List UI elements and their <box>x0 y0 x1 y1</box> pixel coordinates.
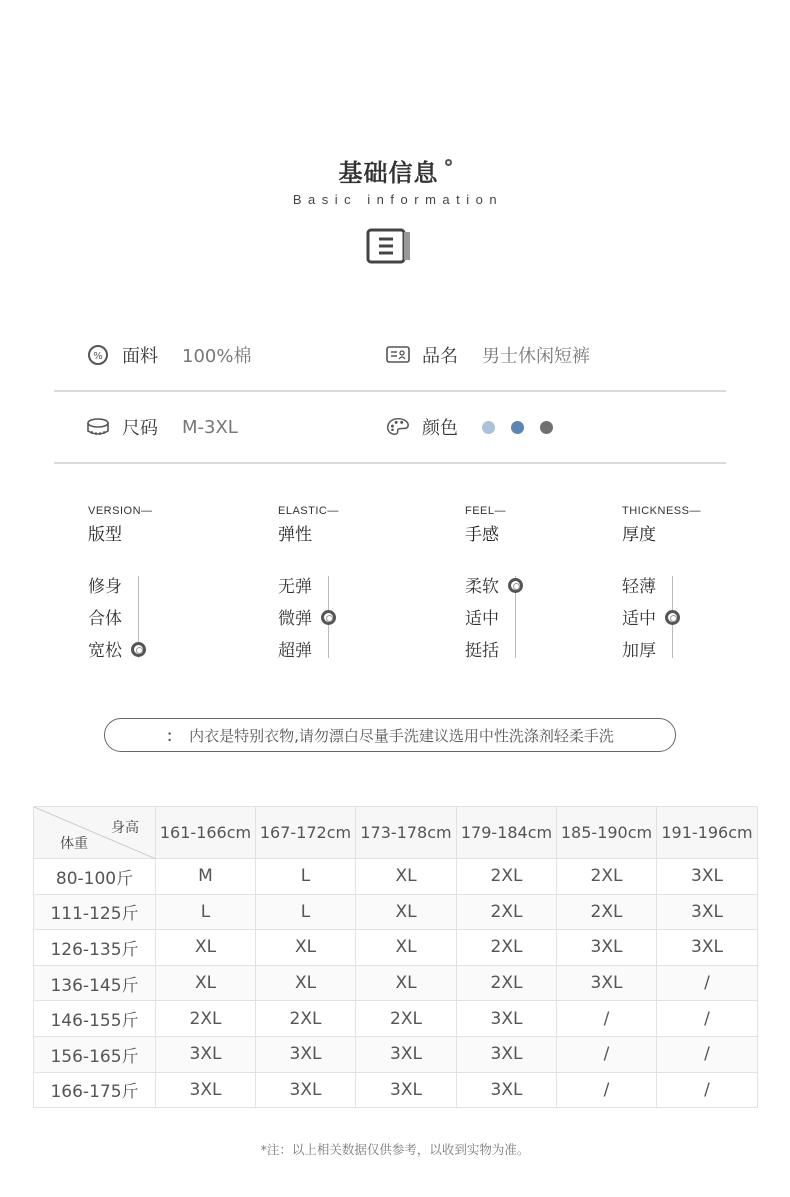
size-value: M-3XL <box>182 416 238 438</box>
size-cell: 2XL <box>557 894 657 930</box>
table-row <box>34 965 758 1001</box>
info-row-2 <box>54 392 726 464</box>
attribute-en-label: VERSION— <box>88 505 153 517</box>
attribute-heading <box>278 505 438 545</box>
scale-option: 超弹 <box>278 641 312 661</box>
size-cell: XL <box>356 965 457 1001</box>
product-name-info <box>386 320 590 390</box>
section-title-text: 基础信息 <box>338 159 439 187</box>
color-swatch-light-blue <box>482 421 495 434</box>
id-card-icon <box>386 343 410 367</box>
product-name-value: 男士休闲短裤 <box>482 346 590 367</box>
size-cell: 3XL <box>156 1036 256 1072</box>
table-row <box>34 894 758 930</box>
table-row <box>34 1036 758 1072</box>
fabric-info <box>86 320 251 390</box>
height-axis-label: 身高 <box>111 820 139 836</box>
scale-option: 适中 <box>465 609 499 629</box>
size-cell: 3XL <box>256 1036 356 1072</box>
size-cell: 2XL <box>356 1001 457 1037</box>
color-swatch-gray <box>540 421 553 434</box>
size-cell: XL <box>356 859 457 895</box>
size-cell: / <box>657 1036 758 1072</box>
size-cell: / <box>557 1036 657 1072</box>
attribute-en-label: ELASTIC— <box>278 505 339 517</box>
scale-option: 宽松 <box>88 641 122 661</box>
attribute-cn-label: 弹性 <box>278 525 312 545</box>
size-cell: 2XL <box>557 859 657 895</box>
size-cell: XL <box>156 965 256 1001</box>
attribute-heading <box>88 505 248 545</box>
product-name-label: 品名 <box>422 346 458 367</box>
size-cell: / <box>557 1001 657 1037</box>
scale-option: 无弹 <box>278 577 312 597</box>
scale-option: 挺括 <box>465 641 499 661</box>
circle-dot-icon <box>445 159 452 166</box>
color-info <box>386 392 569 462</box>
weight-cell: 166-175斤 <box>34 1072 156 1108</box>
attribute-heading <box>622 505 782 545</box>
table-header-row <box>34 807 758 859</box>
selected-indicator-icon <box>665 610 680 625</box>
size-cell: 2XL <box>256 1001 356 1037</box>
height-header: 185-190cm <box>557 807 657 859</box>
attribute-cn-label: 厚度 <box>622 525 656 545</box>
size-cell: / <box>657 1001 758 1037</box>
size-cell: 3XL <box>657 894 758 930</box>
height-header: 167-172cm <box>256 807 356 859</box>
size-cell: XL <box>156 930 256 966</box>
size-cell: M <box>156 859 256 895</box>
size-cell: 3XL <box>457 1036 557 1072</box>
attribute-en-label: THICKNESS— <box>622 505 701 517</box>
size-label: 尺码 <box>122 418 158 439</box>
size-cell: XL <box>356 894 457 930</box>
height-header: 179-184cm <box>457 807 557 859</box>
weight-cell: 80-100斤 <box>34 859 156 895</box>
size-cell: 2XL <box>457 894 557 930</box>
scale-option: 柔软 <box>465 577 499 597</box>
size-cell: 3XL <box>457 1001 557 1037</box>
table-row <box>34 1072 758 1108</box>
size-cell: 3XL <box>557 930 657 966</box>
weight-cell: 126-135斤 <box>34 930 156 966</box>
size-cell: XL <box>256 965 356 1001</box>
selected-indicator-icon <box>321 610 336 625</box>
size-info <box>86 392 238 462</box>
attribute-scale <box>465 572 545 662</box>
height-header: 173-178cm <box>356 807 457 859</box>
fabric-label: 面料 <box>122 346 158 367</box>
size-cell: / <box>557 1072 657 1108</box>
notice-colon: ： <box>166 726 182 745</box>
scale-option: 加厚 <box>622 641 656 661</box>
footnote: *注：以上相关数据仅供参考，以收到实物为准。 <box>260 1142 530 1157</box>
selected-indicator-icon <box>508 578 523 593</box>
weight-cell: 146-155斤 <box>34 1001 156 1037</box>
attribute-scale <box>88 572 168 662</box>
tape-measure-icon <box>86 415 110 439</box>
size-cell: 2XL <box>156 1001 256 1037</box>
weight-cell: 111-125斤 <box>34 894 156 930</box>
table-corner-cell <box>34 807 156 859</box>
size-cell: XL <box>356 930 457 966</box>
size-cell: 3XL <box>557 965 657 1001</box>
height-header: 161-166cm <box>156 807 256 859</box>
attribute-scale <box>278 572 358 662</box>
scale-option: 轻薄 <box>622 577 656 597</box>
document-icon <box>365 226 413 266</box>
weight-cell: 136-145斤 <box>34 965 156 1001</box>
size-cell: 3XL <box>657 859 758 895</box>
info-row-1 <box>54 320 726 392</box>
attribute-cn-label: 手感 <box>465 525 499 545</box>
size-cell: / <box>657 965 758 1001</box>
attribute-scale <box>622 572 702 662</box>
color-label: 颜色 <box>422 418 458 439</box>
scale-option: 适中 <box>622 609 656 629</box>
scale-option: 修身 <box>88 577 122 597</box>
size-cell: L <box>156 894 256 930</box>
size-cell: 3XL <box>356 1036 457 1072</box>
size-cell: 2XL <box>457 965 557 1001</box>
weight-cell: 156-165斤 <box>34 1036 156 1072</box>
table-row <box>34 859 758 895</box>
scale-option: 合体 <box>88 609 122 629</box>
attribute-en-label: FEEL— <box>465 505 507 517</box>
table-row <box>34 930 758 966</box>
size-cell: 3XL <box>256 1072 356 1108</box>
size-cell: 3XL <box>156 1072 256 1108</box>
size-cell: 2XL <box>457 930 557 966</box>
size-cell: 3XL <box>657 930 758 966</box>
section-subtitle: Basic information <box>292 192 504 207</box>
palette-icon <box>386 415 410 439</box>
table-row <box>34 1001 758 1037</box>
size-cell: XL <box>256 930 356 966</box>
care-notice <box>104 718 676 752</box>
fabric-value: 100%棉 <box>182 346 252 367</box>
scale-option: 微弹 <box>278 609 312 629</box>
notice-text: 内衣是特别衣物,请勿漂白尽量手洗建议选用中性洗涤剂轻柔手洗 <box>189 726 614 745</box>
size-cell: 2XL <box>457 859 557 895</box>
attribute-heading <box>465 505 625 545</box>
size-cell: 3XL <box>356 1072 457 1108</box>
attribute-cn-label: 版型 <box>88 525 122 545</box>
weight-axis-label: 体重 <box>60 836 88 852</box>
size-chart-table <box>33 806 758 1108</box>
size-cell: L <box>256 894 356 930</box>
size-cell: L <box>256 859 356 895</box>
height-header: 191-196cm <box>657 807 758 859</box>
section-title <box>0 153 790 188</box>
percent-icon <box>86 343 110 367</box>
svg-text:%: % <box>93 351 103 362</box>
color-swatch-blue <box>511 421 524 434</box>
size-cell: / <box>657 1072 758 1108</box>
selected-indicator-icon <box>131 642 146 657</box>
size-cell: 3XL <box>457 1072 557 1108</box>
